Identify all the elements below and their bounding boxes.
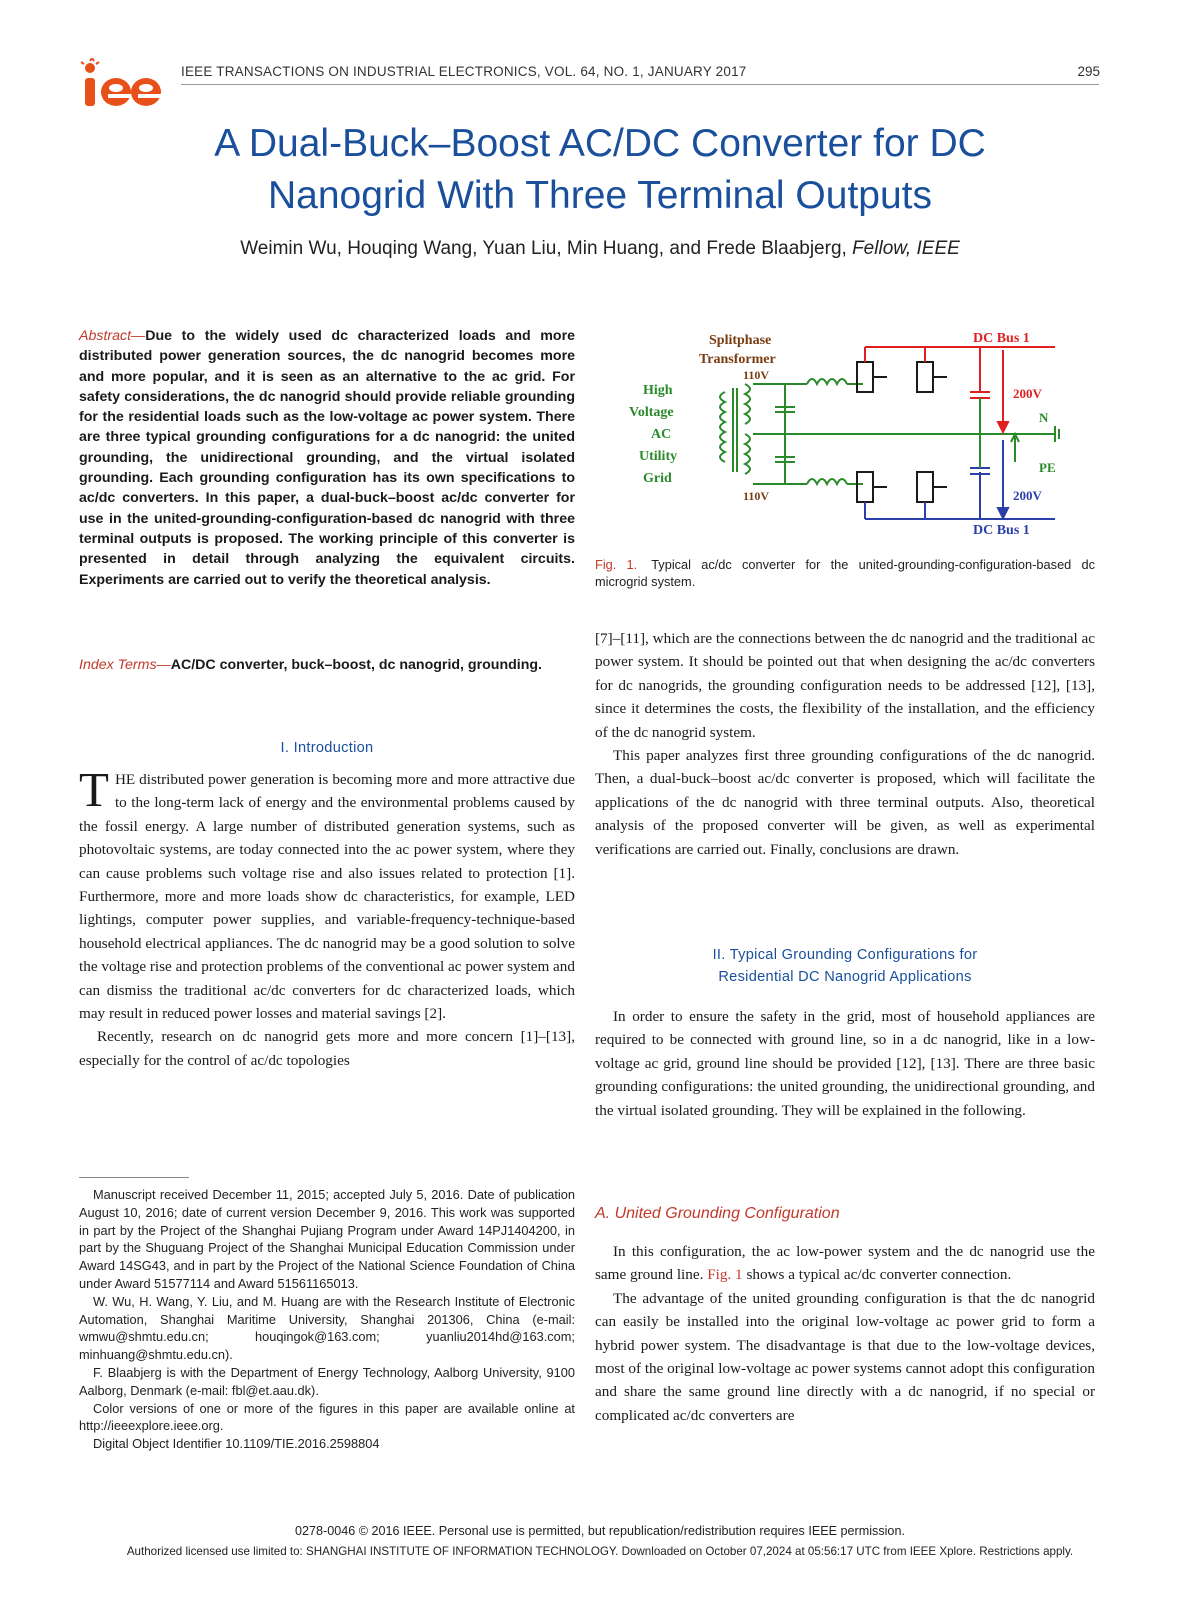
label-ac: AC [651,427,672,442]
label-splitphase: Splitphase [709,333,772,348]
drop-cap: T [79,762,109,817]
subsection-heading-united-grounding: A. United Grounding Configuration [595,1205,840,1222]
right-column-intro-continued [595,627,1095,861]
index-terms-text: AC/DC converter, buck–boost, dc nanogrid, grounding. [170,657,542,673]
page-number: 295 [1077,64,1100,79]
title-line-2: Nanogrid With Three Terminal Outputs [267,174,933,217]
section-heading-introduction: I. Introduction [280,740,374,756]
footnote-rule [79,1177,189,1178]
switch-legs [857,362,947,502]
subsection-a-paragraph-1 [595,1240,1095,1287]
footnote-color-versions: Color versions of one or more of the figures in this paper are available online at http://ieeexplore.ieee.org. [79,1400,575,1434]
right-paragraph-2: This paper analyzes first three grounding configurations of the dc nanogrid. Then, a dual-buck–boost ac/dc converter is proposed, which will facilitate the applications of the dc nanogrid with three terminal outputs. Also, theoretical analysis of the proposed converter will be given, as well as experimental verifications are carried out. Finally, conclusions are drawn. [595,747,1095,858]
abstract-label: Abstract— [79,328,146,344]
label-dc-bus-top: DC Bus 1 [973,331,1030,346]
paper-title [80,118,1120,222]
inductors [807,379,847,484]
index-terms [79,655,575,676]
label-utility: Utility [639,449,678,464]
label-transformer: Transformer [699,352,776,367]
index-terms-label: Index Terms— [79,657,171,673]
section-heading-grounding [595,944,1095,988]
subsection-a-paragraph-2: The advantage of the united grounding configuration is that the dc nanogrid can easily be installed into the original low-voltage ac power grid to form a hybrid power system. The disadvantage is that due to the low-voltage devices, most of the original low-voltage ac power systems cannot adopt this configuration and share the same ground line directly with a dc nanogrid, if no special or complicated ac/dc converters are [595,1289,1095,1424]
author-grade: Fellow, IEEE [852,238,960,259]
label-voltage: Voltage [629,405,674,420]
label-110v-top: 110V [743,368,770,382]
section-2-paragraph-1: In order to ensure the safety in the grid, most of household appliances are required to be connected with ground line, so in a dc nanogrid, like in a low-voltage ac grid, ground line should be provided [12], [13]. There are three basic grounding configurations: the united grounding, the unidirectional grounding, and the virtual isolated grounding. They will be explained in the following. [595,1008,1095,1119]
label-200v-bottom: 200V [1013,488,1042,503]
label-200v-top: 200V [1013,386,1042,401]
abstract [79,326,575,590]
label-dc-bus-bottom: DC Bus 1 [973,523,1030,538]
footnote-affiliation-2: F. Blaabjerg is with the Department of Energy Technology, Aalborg University, 9100 Aalborg, Denmark (e-mail: fbl@et.aau.dk). [79,1364,575,1398]
footnote-doi: Digital Object Identifier 10.1109/TIE.2016.2598804 [93,1436,380,1452]
dc-negative-bus [865,440,1055,519]
title-line-1: A Dual-Buck–Boost AC/DC Converter for DC [214,122,986,165]
footnotes [79,1186,575,1453]
transformer-coils [720,384,750,474]
section-2-heading-line-2: Residential DC Nanogrid Applications [718,969,972,985]
introduction-body [79,762,575,1072]
intro-paragraph-1 [79,762,575,1025]
subsection-a-p1-text: In this configuration, the ac low-power system and the dc nanogrid use the same ground line. [595,1243,1095,1284]
author-list [80,238,1120,260]
abstract-text: Due to the widely used dc characterized loads and more distributed power generation sources, the dc nanogrid becomes more and more popular, and it is seen as an alternative to the ac grid. For safety considerations, the dc nanogrid should provide reliable grounding for the residential loads such as the low-voltage ac power system. There are three typical grounding configurations for a dc nanogrid: the united grounding, the unidirectional grounding, and the virtual isolated grounding. Each grounding configuration has its own specifications to ac/dc converters. In this paper, a dual-buck–boost ac/dc converter for use in the united-grounding-configuration-based dc nanogrid with three terminal outputs is proposed. The working principle of this converter is presented in detail through analyzing the equivalent circuits. Experiments are carried out to verify the theoretical analysis. [79,328,575,588]
footnote-affiliation-1: W. Wu, H. Wang, Y. Liu, and M. Huang are with the Research Institute of Electronic Automation, Shanghai Maritime University, Shanghai 201306, China (e-mail: wmwu@shmtu.edu.cn; houqingok@163.com; yuanliu2014hd@163.com; minhuang@shmtu.edu.cn). [79,1293,575,1363]
author-names: Weimin Wu, Houqing Wang, Yuan Liu, Min Huang, and Frede Blaabjerg, [240,238,847,259]
intro-paragraph-1-text: HE distributed power generation is becoming more and more attractive due to the long-term lack of energy and the environmental problems caused by the fossil energy. A large number of distributed generation systems, such as photovoltaic systems, are today connected into the ac power system, where they can cause problems such voltage rise and also issues related to protection [1]. Furthermore, more and more loads show dc characteristics, for example, LED lightings, computer power supplies, and variable-frequency-technique-based household electrical appliances. The dc nanogrid may be a good solution to solve the voltage rise and protection problems of the conventional ac power system and can dismiss the traditional ac/dc converters for dc characterized loads, which may result in reduced power losses and material savings [2]. [79,771,575,1023]
label-high: High [643,383,673,398]
license-notice: Authorized licensed use limited to: SHANGHAI INSTITUTE OF INFORMATION TECHNOLOGY. Downloaded on October 07,2024 at 05:56:17 UTC from IEEE Xplore. Restrictions apply. [126,1545,1074,1558]
section-2-body [595,1005,1095,1122]
right-paragraph-1: [7]–[11], which are the connections between the dc nanogrid and the traditional ac power system. It should be pointed out that when designing the ac/dc converters for dc nanogrids, the grounding configuration needs to be addressed [12], [13], since it determines the costs, the flexibility of the installation, and the efficiency of the dc nanogrid system. [595,630,1096,741]
intro-paragraph-2: Recently, research on dc nanogrid gets more and more concern [1]–[13], especially for the control of ac/dc topologies [79,1028,575,1069]
figure-1-reference-link[interactable]: Fig. 1 [707,1266,743,1284]
subsection-a-body [595,1240,1095,1427]
subsection-a-p1-text-end: shows a typical ac/dc converter connection. [746,1266,1012,1284]
footnote-manuscript: Manuscript received December 11, 2015; accepted July 5, 2016. Date of publication August 10, 2016; date of current version December 9, 2016. This work was supported in part by the Project of the Shanghai Pujiang Program under Award 14PJ1404200, in part by the Shuguang Project of the Shanghai Municipal Education Commission under Award 14SG43, and in part by the Project of the National Science Foundation of China under Award 51577114 and Award 51561165013. [79,1187,575,1291]
figure-1-label: Fig. 1. [595,557,638,572]
figure-1-caption [595,556,1095,590]
copyright-notice: 0278-0046 © 2016 IEEE. Personal use is permitted, but republication/redistribution requires IEEE permission. [295,1524,905,1538]
header-rule [181,84,1099,85]
label-pe: PE [1039,460,1056,475]
figure-1-circuit-diagram [595,322,1100,544]
ac-wiring [753,384,1035,484]
label-110v-bottom: 110V [743,489,770,503]
label-grid: Grid [643,471,672,486]
ies-logo [78,58,164,110]
figure-1-caption-text: Typical ac/dc converter for the united-grounding-configuration-based dc microgrid system. [595,557,1095,589]
label-n: N [1039,410,1049,425]
journal-header: IEEE TRANSACTIONS ON INDUSTRIAL ELECTRONICS, VOL. 64, NO. 1, JANUARY 2017 [181,64,747,79]
section-2-heading-line-1: II. Typical Grounding Configurations for [712,947,978,963]
